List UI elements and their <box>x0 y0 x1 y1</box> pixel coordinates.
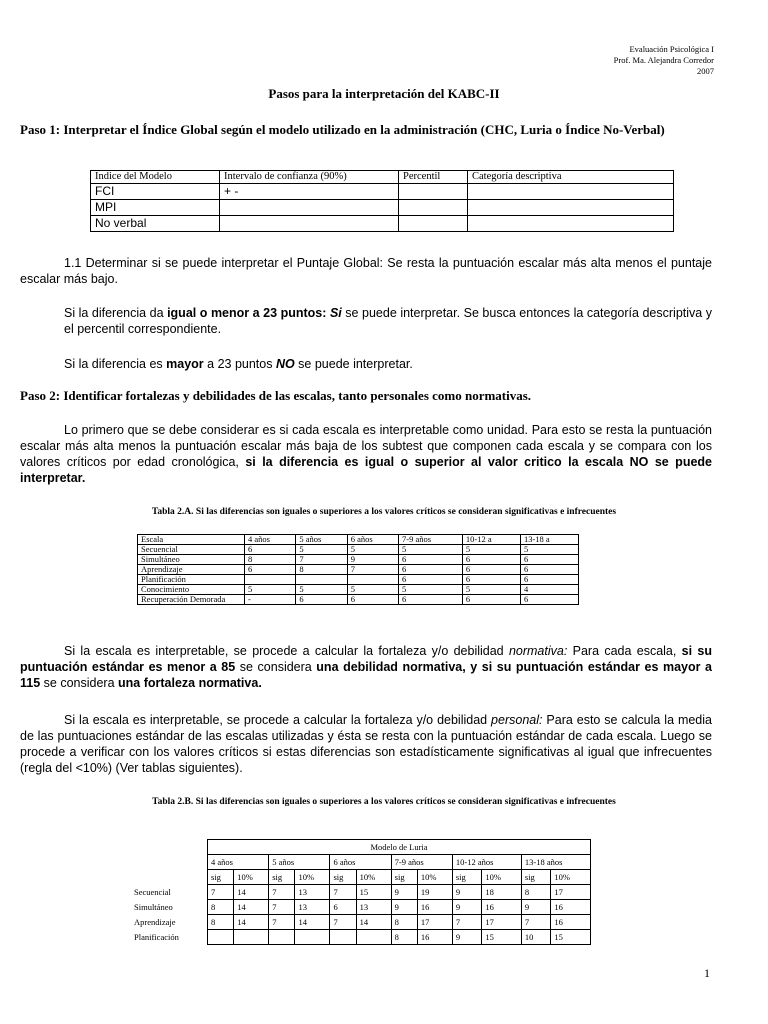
paso2-paragraph-3 <box>20 712 712 776</box>
header-year: 2007 <box>697 66 714 76</box>
age-header-cell: 5 años <box>269 855 330 870</box>
table-cell: 5 <box>347 545 398 555</box>
table-cell: 13 <box>295 900 330 915</box>
table-row <box>138 565 579 575</box>
text-run: a 23 puntos <box>203 357 276 371</box>
table-cell: 5 <box>399 585 463 595</box>
table-header-cell: 13-18 a <box>520 535 578 545</box>
table-cell <box>468 184 674 200</box>
table-cell: FCI <box>91 184 220 200</box>
table-header-cell: 10-12 a <box>462 535 520 545</box>
model-header-cell: Modelo de Luria <box>208 840 591 855</box>
table-cell: 6 <box>399 565 463 575</box>
table-cell: 6 <box>347 595 398 605</box>
table-cell <box>295 930 330 945</box>
table-cell: 8 <box>391 930 417 945</box>
text-run-italic: normativa: <box>508 644 568 658</box>
table-row <box>91 184 674 200</box>
table-cell: 16 <box>551 900 591 915</box>
paso1-paragraph-3 <box>64 356 712 372</box>
table-cell: 5 <box>296 585 347 595</box>
text-run: Para esto se calcula la media de las puntuaciones estándar de las escalas utilizadas y ésta se resta con la puntuación estándar de cada escala. Luego se procede a verificar con los valores críticos si estas diferencias son estadísticamente significativas al igual que infrecuentes (regla del <10%) (Ver tablas siguientes). <box>20 713 712 775</box>
table-cell: 6 <box>245 565 296 575</box>
paso1-paragraph-1: 1.1 Determinar si se puede interpretar el Puntaje Global: Se resta la puntuación escalar más alta menos el puntaje escalar más bajo. <box>20 256 712 286</box>
sub-header-cell: 10% <box>356 870 391 885</box>
table-cell: Planificación <box>131 930 208 945</box>
table-cell: 6 <box>520 555 578 565</box>
table-header-cell: 5 años <box>296 535 347 545</box>
sub-header-cell: sig <box>452 870 482 885</box>
age-header-cell: 7-9 años <box>391 855 452 870</box>
table-cell <box>220 216 399 232</box>
table-cell: 7 <box>296 555 347 565</box>
table-row <box>138 575 579 585</box>
page-title: Pasos para la interpretación del KABC-II <box>268 86 500 101</box>
table-cell: Secuencial <box>131 885 208 900</box>
table-cell: + - <box>220 184 399 200</box>
table-cell: 7 <box>521 915 551 930</box>
table-cell: 5 <box>520 545 578 555</box>
text-run: Si la diferencia es <box>64 357 167 371</box>
sub-header-cell: sig <box>391 870 417 885</box>
table-cell: 8 <box>208 900 234 915</box>
table-cell: 16 <box>482 900 521 915</box>
table-cell: 17 <box>551 885 591 900</box>
text-run-bold: si su puntuación estándar es menor a 85 <box>20 644 712 674</box>
text-run: se puede interpretar. <box>294 357 413 371</box>
table-row <box>138 585 579 595</box>
table-cell: Planificación <box>138 575 245 585</box>
text-run-italic: personal: <box>491 713 543 727</box>
table-cell: 9 <box>347 555 398 565</box>
table-row <box>131 915 591 930</box>
table-cell: 6 <box>399 575 463 585</box>
table-cell: 5 <box>462 545 520 555</box>
table-cell <box>330 930 356 945</box>
table-corner-cell <box>131 855 208 870</box>
table-cell: 10 <box>521 930 551 945</box>
table-header-row <box>131 855 591 870</box>
table-cell: 8 <box>521 885 551 900</box>
table-cell: 7 <box>269 915 295 930</box>
table-cell <box>296 575 347 585</box>
tabla-2a-caption: Tabla 2.A. Si las diferencias son iguales o superiores a los valores críticos se consideran significativas e infrecuentes <box>151 507 617 517</box>
table-cell <box>234 930 269 945</box>
table-cell: 9 <box>452 930 482 945</box>
sub-header-cell: 10% <box>482 870 521 885</box>
table-header-row <box>138 535 579 545</box>
table-cell <box>399 200 468 216</box>
table-row <box>91 200 674 216</box>
table-cell: 15 <box>482 930 521 945</box>
sub-header-cell: sig <box>330 870 356 885</box>
document-header <box>614 44 714 77</box>
table-header-cell: Intervalo de confianza (90%) <box>220 171 399 184</box>
table-cell: 5 <box>399 545 463 555</box>
table-cell: 7 <box>330 885 356 900</box>
tabla-2a <box>137 534 579 605</box>
table-row <box>138 545 579 555</box>
text-run-bold: igual o menor a 23 puntos: <box>167 306 330 320</box>
table-cell: 6 <box>330 900 356 915</box>
table-cell: Aprendizaje <box>131 915 208 930</box>
table-cell: 6 <box>399 555 463 565</box>
table-cell: 13 <box>356 900 391 915</box>
table-cell: 9 <box>391 885 417 900</box>
tabla-2b-caption: Tabla 2.B. Si las diferencias son iguales o superiores a los valores críticos se consideran significativas e infrecuentes <box>152 797 616 807</box>
table-cell: 9 <box>521 900 551 915</box>
table-cell: Secuencial <box>138 545 245 555</box>
table-header-cell: Categoría descriptiva <box>468 171 674 184</box>
table-cell: 6 <box>462 575 520 585</box>
sub-header-cell: sig <box>269 870 295 885</box>
sub-header-cell: 10% <box>295 870 330 885</box>
text-run: se puede interpretar. Se busca entonces la categoría descriptiva y el percentil correspondiente. <box>64 306 713 336</box>
tabla-2b-luria <box>131 839 591 945</box>
table-cell: 6 <box>520 595 578 605</box>
table-cell: 7 <box>269 900 295 915</box>
table-cell <box>208 930 234 945</box>
table-cell: Simultáneo <box>138 555 245 565</box>
table-cell <box>356 930 391 945</box>
table-cell: 14 <box>234 900 269 915</box>
paso1-heading: Paso 1: Interpretar el Índice Global según el modelo utilizado en la administración (CHC, Luria o Índice No-Verbal) <box>20 122 665 137</box>
table-header-cell: 6 años <box>347 535 398 545</box>
table-row <box>138 555 579 565</box>
table-cell: 6 <box>520 565 578 575</box>
table-header-cell: 7-9 años <box>399 535 463 545</box>
text-run: Si la diferencia da <box>64 306 168 320</box>
page-number: 1 <box>704 966 710 980</box>
table-cell: 5 <box>296 545 347 555</box>
paso2-paragraph-1 <box>20 422 712 486</box>
text-run: se considera <box>40 676 118 690</box>
table-cell: 6 <box>245 545 296 555</box>
table-cell: 5 <box>462 585 520 595</box>
table-corner-cell <box>131 840 208 855</box>
table-row <box>138 595 579 605</box>
table-cell <box>269 930 295 945</box>
table-cell: 15 <box>551 930 591 945</box>
text-run: Lo primero que se debe considerar es si cada escala es interpretable como unidad. Para esto se resta la puntuación escalar más alta menos la puntuación escalar más baja de los subtest que componen cada escala y se compara con los valores críticos por edad cronológica, <box>20 423 712 469</box>
table-header-row <box>91 171 674 184</box>
table-cell: 14 <box>295 915 330 930</box>
table-header-row <box>131 870 591 885</box>
paso2-heading: Paso 2: Identificar fortalezas y debilidades de las escalas, tanto personales como normativas. <box>20 388 532 403</box>
table-cell: 7 <box>269 885 295 900</box>
sub-header-cell: sig <box>521 870 551 885</box>
table-cell: 19 <box>417 885 452 900</box>
text-run-bold: una debilidad normativa, y si su puntuación estándar es mayor a 115 <box>20 660 712 690</box>
table-cell: 18 <box>482 885 521 900</box>
table-header-cell: Escala <box>138 535 245 545</box>
table-cell: 13 <box>295 885 330 900</box>
table-cell: 8 <box>391 915 417 930</box>
age-header-cell: 6 años <box>330 855 391 870</box>
table-cell: 6 <box>462 595 520 605</box>
table-cell: 8 <box>245 555 296 565</box>
table-cell: 14 <box>234 885 269 900</box>
header-course: Evaluación Psicológica I <box>629 44 714 54</box>
text-run: Si la escala es interpretable, se procede a calcular la fortaleza y/o debilidad <box>64 713 492 727</box>
table-cell: 7 <box>208 885 234 900</box>
table-cell: 4 <box>520 585 578 595</box>
table-cell <box>468 200 674 216</box>
table-cell: 9 <box>452 885 482 900</box>
table-cell: 6 <box>462 565 520 575</box>
sub-header-cell: 10% <box>417 870 452 885</box>
table-cell <box>220 200 399 216</box>
table-cell: 8 <box>296 565 347 575</box>
table-corner-cell <box>131 870 208 885</box>
table-cell <box>245 575 296 585</box>
table-cell: Recuperación Demorada <box>138 595 245 605</box>
table-cell: MPI <box>91 200 220 216</box>
indice-global-table <box>90 170 674 232</box>
sub-header-cell: 10% <box>234 870 269 885</box>
table-cell: 14 <box>356 915 391 930</box>
table-row <box>131 930 591 945</box>
table-cell: 9 <box>391 900 417 915</box>
table-cell: Simultáneo <box>131 900 208 915</box>
sub-header-cell: sig <box>208 870 234 885</box>
table-cell: 15 <box>356 885 391 900</box>
header-professor: Prof. Ma. Alejandra Corredor <box>613 55 714 65</box>
table-cell: 6 <box>462 555 520 565</box>
sub-header-cell: 10% <box>551 870 591 885</box>
text-run: Para cada escala, <box>567 644 682 658</box>
table-cell: - <box>245 595 296 605</box>
table-cell: 6 <box>520 575 578 585</box>
table-cell: 6 <box>399 595 463 605</box>
table-cell <box>468 216 674 232</box>
table-cell: Aprendizaje <box>138 565 245 575</box>
table-header-row <box>131 840 591 855</box>
text-run-bold: si la diferencia es igual o superior al valor critico la escala NO se puede interpretar. <box>20 455 712 485</box>
age-header-cell: 13-18 años <box>521 855 590 870</box>
table-cell: 7 <box>330 915 356 930</box>
table-row <box>91 216 674 232</box>
table-cell: No verbal <box>91 216 220 232</box>
text-run: se considera <box>235 660 317 674</box>
table-header-cell: Indice del Modelo <box>91 171 220 184</box>
table-cell: 7 <box>347 565 398 575</box>
table-cell <box>399 184 468 200</box>
table-cell: 16 <box>417 900 452 915</box>
table-cell: 14 <box>234 915 269 930</box>
text-run: Si la escala es interpretable, se procede a calcular la fortaleza y/o debilidad <box>64 644 509 658</box>
table-row <box>131 885 591 900</box>
table-cell: 17 <box>482 915 521 930</box>
paso2-paragraph-2 <box>20 643 712 691</box>
table-header-cell: 4 años <box>245 535 296 545</box>
text-run-bold: una fortaleza normativa. <box>118 676 262 690</box>
table-row <box>131 900 591 915</box>
table-cell: 8 <box>208 915 234 930</box>
table-header-cell: Percentil <box>399 171 468 184</box>
age-header-cell: 10-12 años <box>452 855 521 870</box>
table-cell: 16 <box>551 915 591 930</box>
table-cell <box>347 575 398 585</box>
table-cell: 9 <box>452 900 482 915</box>
table-cell: Conocimiento <box>138 585 245 595</box>
table-cell: 5 <box>245 585 296 595</box>
text-run-bold-italic: Si <box>329 306 342 320</box>
table-cell <box>399 216 468 232</box>
table-cell: 17 <box>417 915 452 930</box>
age-header-cell: 4 años <box>208 855 269 870</box>
paso1-paragraph-2 <box>64 305 712 337</box>
table-cell: 6 <box>296 595 347 605</box>
text-run-bold: mayor <box>166 357 204 371</box>
table-cell: 7 <box>452 915 482 930</box>
table-cell: 16 <box>417 930 452 945</box>
table-cell: 5 <box>347 585 398 595</box>
text-run-bold-italic: NO <box>275 357 295 371</box>
